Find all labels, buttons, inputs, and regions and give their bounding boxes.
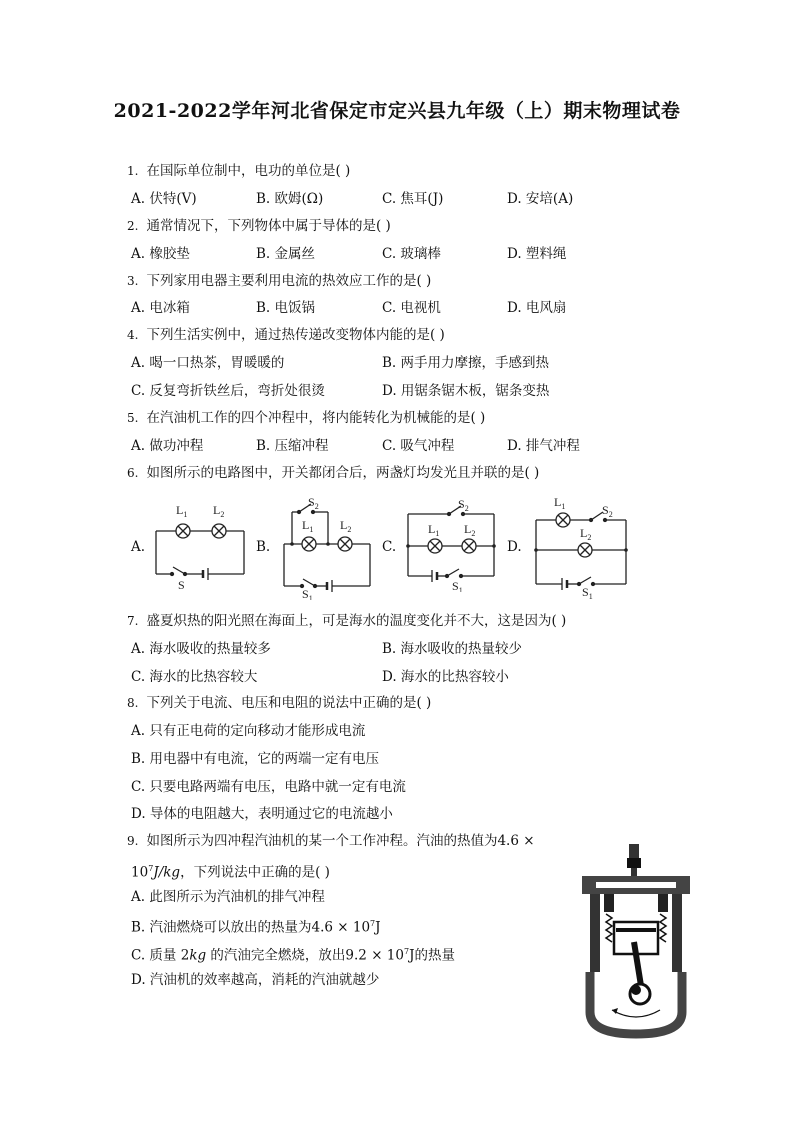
intake-valve xyxy=(604,894,614,912)
option-b[interactable]: B. 金属丝 xyxy=(256,246,316,262)
question-stem: 下列关于电流、电压和电阻的说法中正确的是( ) xyxy=(146,695,432,711)
option-b[interactable]: B. 用电器中有电流，它的两端一定有电压 xyxy=(131,751,380,767)
question-number: 5. xyxy=(127,411,139,425)
rotation-arrow-icon xyxy=(612,1010,660,1017)
circuit-diagram-d xyxy=(528,492,632,600)
spark-plug-icon xyxy=(629,844,639,858)
circuit-diagram-a xyxy=(150,498,250,590)
question-stem: 在汽油机工作的四个冲程中，将内能转化为机械能的是( ) xyxy=(146,410,486,426)
label-l2: $L_2$ xyxy=(213,503,225,519)
question-stem: 如图所示为四冲程汽油机的某一个工作冲程。汽油的热值为4.6 × xyxy=(146,833,535,849)
question-6 xyxy=(127,464,539,482)
option-d[interactable]: D. 汽油机的效率越高，消耗的汽油就越少 xyxy=(131,972,380,988)
label-s2: $S_2$ xyxy=(458,497,469,513)
label-s2: $S_2$ xyxy=(602,503,613,519)
question-3 xyxy=(127,272,431,290)
option-c[interactable]: C. 焦耳(J) xyxy=(382,191,444,207)
question-9-stem-continued: $10^7J/kg$，下列说法中正确的是( ) xyxy=(131,864,330,881)
label-s1: $S_1$ xyxy=(452,579,463,592)
question-2 xyxy=(127,217,391,235)
valve-spring xyxy=(606,914,612,942)
question-4 xyxy=(127,326,445,344)
option-a[interactable]: A. 此图所示为汽油机的排气冲程 xyxy=(131,889,325,905)
option-c[interactable]: C. xyxy=(382,539,397,555)
question-stem: 如图所示的电路图中，开关都闭合后，两盏灯均发光且并联的是( ) xyxy=(146,465,540,481)
question-number: 6. xyxy=(127,466,139,480)
option-b[interactable]: B. 压缩冲程 xyxy=(256,438,329,454)
label-l2: $L_2$ xyxy=(580,526,592,542)
option-a[interactable]: A. 海水吸收的热量较多 xyxy=(131,641,271,657)
option-a[interactable]: A. 做功冲程 xyxy=(131,438,204,454)
option-a[interactable]: A. 电冰箱 xyxy=(131,300,190,316)
option-b[interactable]: B. xyxy=(256,539,271,555)
question-stem: 下列家用电器主要利用电流的热效应工作的是( ) xyxy=(146,273,432,289)
option-b[interactable]: B. 海水吸收的热量较少 xyxy=(382,641,523,657)
question-1 xyxy=(127,162,350,180)
label-s2: $S_2$ xyxy=(308,495,319,511)
label-l2: $L_2$ xyxy=(464,522,476,538)
option-d[interactable]: D. 安培(A) xyxy=(507,191,574,207)
option-d[interactable]: D. 用锯条锯木板，锯条变热 xyxy=(382,383,550,399)
label-s1: $S_1$ xyxy=(582,585,593,600)
question-number: 9. xyxy=(127,834,139,848)
option-d[interactable]: D. xyxy=(507,539,522,555)
exhaust-valve xyxy=(658,894,668,912)
question-stem: 通常情况下，下列物体中属于导体的是( ) xyxy=(146,218,391,234)
option-b[interactable]: B. 欧姆(Ω) xyxy=(256,191,324,207)
option-c[interactable]: C. 质量 2kg 的汽油完全燃烧，放出$9.2 \times 10^7J$的热量 xyxy=(131,947,455,964)
question-number: 2. xyxy=(127,219,139,233)
question-8 xyxy=(127,694,431,712)
question-number: 4. xyxy=(127,328,139,342)
option-c[interactable]: C. 只要电路两端有电压，电路中就一定有电流 xyxy=(131,779,406,795)
question-number: 8. xyxy=(127,696,139,710)
question-stem: 下列生活实例中，通过热传递改变物体内能的是( ) xyxy=(146,327,445,343)
label-l1: $L_1$ xyxy=(302,518,314,534)
question-number: 3. xyxy=(127,274,139,288)
label-s1: $S_1$ xyxy=(302,587,313,600)
circuit-diagram-b xyxy=(276,490,376,600)
option-a[interactable]: A. 喝一口热茶，胃暖暖的 xyxy=(131,355,285,371)
option-d[interactable]: D. 海水的比热容较小 xyxy=(382,669,509,685)
label-l1: $L_1$ xyxy=(428,522,440,538)
option-d[interactable]: D. 电风扇 xyxy=(507,300,567,316)
question-7 xyxy=(127,612,566,630)
option-d[interactable]: D. 排气冲程 xyxy=(507,438,580,454)
option-c[interactable]: C. 反复弯折铁丝后，弯折处很烫 xyxy=(131,383,325,399)
circuit-diagram-c xyxy=(400,492,500,592)
label-l2: $L_2$ xyxy=(340,518,352,534)
question-stem: 盛夏炽热的阳光照在海面上，可是海水的温度变化并不大，这是因为( ) xyxy=(146,613,567,629)
option-b[interactable]: B. 电饭锅 xyxy=(256,300,316,316)
question-number: 7. xyxy=(127,614,139,628)
option-a[interactable]: A. 只有正电荷的定向移动才能形成电流 xyxy=(131,723,366,739)
question-5 xyxy=(127,409,485,427)
option-d[interactable]: D. 导体的电阻越大，表明通过它的电流越小 xyxy=(131,806,393,822)
option-c[interactable]: C. 电视机 xyxy=(382,300,441,316)
question-9 xyxy=(127,832,535,850)
option-a[interactable]: A. xyxy=(131,539,146,555)
option-a[interactable]: A. 伏特(V) xyxy=(131,191,197,207)
option-b[interactable]: B. 两手用力摩擦，手感到热 xyxy=(382,355,550,371)
option-a[interactable]: A. 橡胶垫 xyxy=(131,246,190,262)
question-number: 1. xyxy=(127,164,139,178)
option-c[interactable]: C. 玻璃棒 xyxy=(382,246,441,262)
label-l1: $L_1$ xyxy=(554,495,566,511)
valve-spring xyxy=(660,914,666,942)
option-c[interactable]: C. 海水的比热容较大 xyxy=(131,669,258,685)
option-c[interactable]: C. 吸气冲程 xyxy=(382,438,455,454)
engine-cylinder-diagram xyxy=(576,842,696,1042)
option-b[interactable]: B. 汽油燃烧可以放出的热量为$4.6 \times 10^7J$ xyxy=(131,919,381,936)
option-d[interactable]: D. 塑料绳 xyxy=(507,246,567,262)
question-stem: 在国际单位制中，电功的单位是( ) xyxy=(146,163,351,179)
label-s: S xyxy=(178,578,185,590)
label-l1: $L_1$ xyxy=(176,503,188,519)
page-title: 2021-2022学年河北省保定市定兴县九年级（上）期末物理试卷 xyxy=(113,100,681,122)
